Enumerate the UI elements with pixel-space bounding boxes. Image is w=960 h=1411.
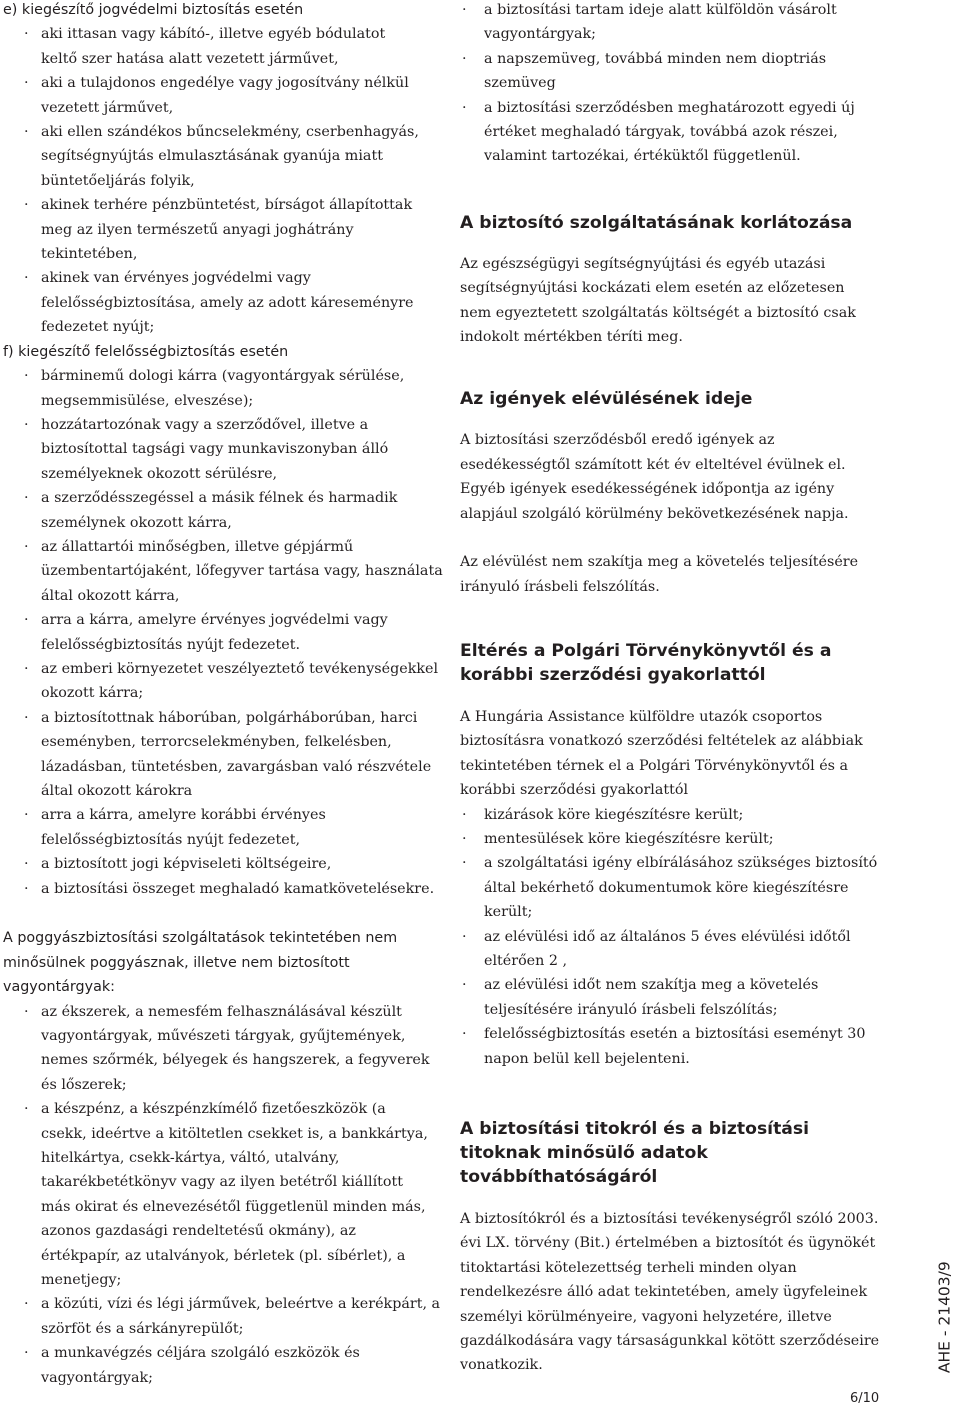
- right-column: [460, 0, 884, 1378]
- paragraph: A Hungária Assistance külföldre utazók csoportos biztosításra vonatkozó szerződési feltételek az alábbiak tekintetében térnek el a Polgári Törvénykönyvtől és a korábbi szerződési gyakorlattól: [460, 708, 863, 799]
- luggage-heading: A poggyászbiztosítási szolgáltatások tekintetében nem minősülnek poggyásznak, illetve nem biztosított vagyontárgyak:: [3, 930, 398, 996]
- list-item: · a szolgáltatási igény elbírálásához szükséges biztosító által bekérhető dokumentumok köre kiegészítésre került;: [460, 851, 899, 924]
- document-code: [930, 1252, 960, 1382]
- list-item: · az ékszerek, a nemesfém felhasználásával készült vagyontárgyak, művészeti tárgyak, gyűjtemények, nemes szőrmék, bélyegek és hangszerek, a fegyverek és lőszerek;: [3, 1000, 436, 1098]
- list-item: · a biztosított jogi képviseleti költségeire,: [3, 852, 446, 876]
- list-item: · a készpénz, a készpénzkímélő fizetőeszközök (a csekk, ideértve a kitöltetlen csekket is, a bankkártya, hitelkártya, csekk-kártya, váltó, utalvány, takarékbetétkönyv vagy az ilyen betétről kiállított más okirat és elnevezésétől függetlenül minden más, azonos gazdasági rendeltetésű okmány), az értékpapír, az utalványok, bérletek (pl. síbérlet), a menetjegy;: [3, 1097, 436, 1292]
- paragraph: Az egészségügyi segítségnyújtási és egyéb utazási segítségnyújtási kockázati elem esetén az előzetesen nem egyeztetett szolgáltatás költségét a biztosító csak indokolt mértékben téríti meg.: [460, 255, 856, 346]
- list-item: · mentesülések köre kiegészítésre került;: [460, 827, 884, 851]
- list-item: · a biztosítási tartam ideje alatt külföldön vásárolt vagyontárgyak;: [460, 0, 884, 47]
- list-item: · aki ittasan vagy kábító-, illetve egyéb bódulatot keltő szer hatása alatt vezetett járművet,: [3, 22, 401, 71]
- list-item: · az elévülési időt nem szakítja meg a követelés teljesítésére irányuló írásbeli felszólítás;: [460, 973, 884, 1022]
- section-title: A biztosító szolgáltatásának korlátozása: [460, 212, 853, 233]
- list-item: · az elévülési idő az általános 5 éves elévülési időtől eltérően 2 ,: [460, 925, 884, 974]
- paragraph: A biztosítókról és a biztosítási tevékenységről szóló 2003. évi LX. törvény (Bit.) értelmében a biztosítót és ügynökét titoktartási kötelezettség terheli minden olyan rendelkezésre álló adat tekintetében, amely ügyfeleinek személyi körülményeire, vagyoni helyzetére, illetve gazdálkodására vagy társaságunkkal kötött szerződéseire vonatkozik.: [460, 1211, 880, 1374]
- list-item: · a biztosítottnak háborúban, polgárháborúban, harci eseményben, terrorcselekményben, felkelésben, lázadásban, tüntetésben, zavargásban való részvétele által okozott károkra: [3, 706, 446, 804]
- paragraph: Egyéb igények esedékességének időpontja az igény alapjául szolgáló körülmény bekövetkezésének napja.: [460, 481, 849, 522]
- list-item: · akinek terhére pénzbüntetést, bírságot állapítottak meg az ilyen természetű anyagi joghátrány tekintetében,: [3, 193, 436, 266]
- list-item: · aki ellen szándékos bűncselekmény, cserbenhagyás, segítségnyújtás elmulasztásának gyanúja miatt büntetőeljárás folyik,: [3, 120, 431, 193]
- list-item: · a biztosítási szerződésben meghatározott egyedi új értéket meghaladó tárgyak, továbbá azok részei, valamint tartozékai, értéküktől függetlenül.: [460, 96, 899, 169]
- list-item: · arra a kárra, amelyre korábbi érvényes felelősségbiztosítás nyújt fedezetet,: [3, 803, 456, 852]
- left-column: [3, 0, 443, 1390]
- list-item: · az állattartói minőségben, illetve gépjármű üzembentartójaként, lőfegyver tartása vagy, használata által okozott kárra,: [3, 535, 446, 608]
- section-title: Eltérés a Polgári Törvénykönyvtől és a korábbi szerződési gyakorlattól: [460, 640, 832, 685]
- list-item: · kizárások köre kiegészítésre került;: [460, 803, 884, 827]
- list-item: · felelősségbiztosítás esetén a biztosítási eseményt 30 napon belül kell bejelenteni.: [460, 1022, 899, 1071]
- list-item: · a közúti, vízi és légi járművek, beleértve a kerékpárt, a szörföt és a sárkányrepülőt;: [3, 1292, 461, 1341]
- list-item: · aki a tulajdonos engedélye vagy jogosítvány nélkül vezetett járművet,: [3, 71, 421, 120]
- paragraph: A biztosítási szerződésből eredő igények az esedékességtől számított két év elteltével évülnek el.: [460, 432, 846, 473]
- list-item: · arra a kárra, amelyre érvényes jogvédelmi vagy felelősségbiztosítás nyújt fedezetet.: [3, 608, 436, 657]
- list-item: · akinek van érvényes jogvédelmi vagy felelősségbiztosítása, amely az adott káreseményre fedezetet nyújt;: [3, 266, 436, 339]
- list-item: · bárminemű dologi kárra (vagyontárgyak sérülése, megsemmisülése, elveszése);: [3, 364, 436, 413]
- section-title: A biztosítási titokról és a biztosítási titoknak minősülő adatok továbbíthatóságáról: [460, 1119, 810, 1187]
- section-f-heading: f) kiegészítő felelősségbiztosítás esetén: [3, 343, 289, 360]
- list-item: · hozzátartozónak vagy a szerződővel, illetve a biztosítottal tagsági vagy munkaviszonyban álló személyeknek okozott sérülésre,: [3, 413, 426, 486]
- paragraph: Az elévülést nem szakítja meg a követelés teljesítésére irányuló írásbeli felszólítás.: [460, 554, 859, 595]
- section-title: Az igények elévülésének ideje: [460, 389, 753, 410]
- list-item: · a munkavégzés céljára szolgáló eszközök és vagyontárgyak;: [3, 1341, 421, 1390]
- list-item: · a napszemüveg, továbbá minden nem dioptriás szemüveg: [460, 47, 884, 96]
- section-e-heading: e) kiegészítő jogvédelmi biztosítás esetén: [3, 2, 304, 18]
- page-number: 6/10: [850, 1391, 880, 1406]
- document-code-label: AHE - 21403/9: [935, 1261, 954, 1373]
- list-item: · az emberi környezetet veszélyeztető tevékenységekkel okozott kárra;: [3, 657, 441, 706]
- list-item: · a szerződésszegéssel a másik félnek és harmadik személynek okozott kárra,: [3, 486, 451, 535]
- list-item: · a biztosítási összeget meghaladó kamatkövetelésekre.: [3, 877, 476, 901]
